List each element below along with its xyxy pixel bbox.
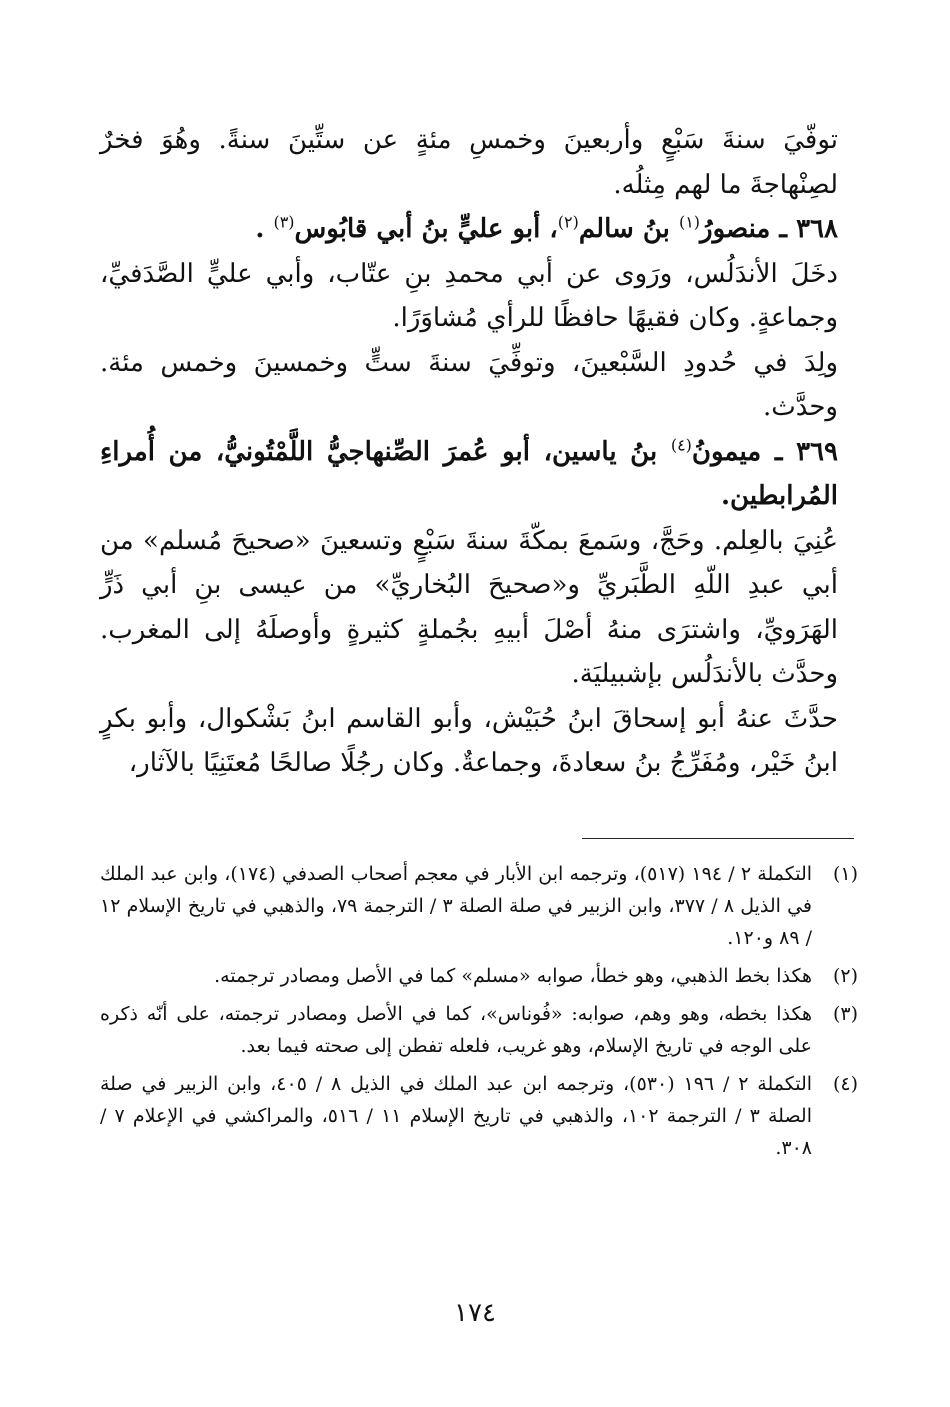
entry-name-part: ، أبو عليٍّ بنُ أبي قابُوس bbox=[294, 214, 558, 244]
footnote-number: (٤) bbox=[832, 1073, 858, 1095]
paragraph-5: حدَّثَ عنهُ أبو إسحاقَ ابنُ حُبَيْش، وأبو القاسم ابنُ بَشْكوال، وأبو بكرٍ ابنُ خَيْر، ومُفَرِّجُ بنُ سعادةَ، وجماعةٌ. وكان رجُلًا صالحًا مُعتَنِيًا بالآثار، bbox=[100, 703, 838, 778]
footnote-ref: (٤) bbox=[670, 434, 692, 454]
page-number: ١٧٤ bbox=[454, 1298, 496, 1328]
entry-368-heading bbox=[100, 207, 838, 252]
entry-end: . bbox=[255, 214, 274, 244]
footnote-text: هكذا بخطه، وهو وهم، صوابه: «فُوناس»، كما في الأصل ومصادر ترجمته، على أنّه ذكره على الوجه في تاريخ الإسلام، وهو غريب، فلعله تفطن إلى صحته فيما بعد. bbox=[100, 1003, 812, 1057]
entry-name-part: بنُ ياسين، أبو عُمرَ الصِّنهاجيُّ اللَّمْتُونيُّ، من أُمراءِ المُرابطين. bbox=[100, 436, 838, 511]
footnote-3 bbox=[100, 998, 858, 1062]
footnote-number: (٣) bbox=[832, 1003, 858, 1025]
paragraph-2: دخَلَ الأندَلُس، ورَوى عن أبي محمدِ بنِ عتّاب، وأبي عليٍّ الصَّدَفيِّ، وجماعةٍ. وكان فقيهًا حافظًا للرأي مُشاوَرًا. bbox=[100, 258, 838, 333]
footnote-ref: (٢) bbox=[557, 212, 579, 232]
paragraph-4: عُنِيَ بالعِلم. وحَجَّ، وسَمعَ بمكّةَ سنةَ سَبْعٍ وتسعينَ «صحيحَ مُسلم» من أبي عبدِ اللّهِ الطَّبَريِّ و«صحيحَ البُخاريِّ» من عيسى بنِ أبي ذَرٍّ الهَرَويِّ، واشترَى منهُ أصْلَ أبيهِ بجُملةٍ كثيرةٍ وأوصلَهُ إلى المغرب. وحدَّث بالأندَلُس بإشبيليَة. bbox=[100, 525, 838, 689]
footnote-text: التكملة ٢ / ١٩٤ (٥١٧)، وترجمه ابن الأبار في معجم أصحاب الصدفي (١٧٤)، وابن عبد الملك في الذيل ٨ / ٣٧٧، وابن الزبير في صلة الصلة ٣ / الترجمة ٧٩، والذهبي في تاريخ الإسلام ١٢ / ٨٩ و١٢٠. bbox=[100, 863, 813, 949]
footnote-2 bbox=[100, 960, 858, 992]
footnote-text: هكذا بخط الذهبي، وهو خطأ، صوابه «مسلم» كما في الأصل ومصادر ترجمته. bbox=[214, 965, 812, 987]
footnote-1 bbox=[100, 858, 858, 954]
footnote-text: التكملة ٢ / ١٩٦ (٥٣٠)، وترجمه ابن عبد الملك في الذيل ٨ / ٤٠٥، وابن الزبير في صلة الصلة ٣ / الترجمة ١٠٢، والذهبي في تاريخ الإسلام ١١ / ٥١٦، والمراكشي في الإعلام ٧ / ٣٠٨. bbox=[100, 1073, 813, 1159]
footnotes bbox=[100, 858, 858, 1170]
entry-name-part: بنُ سالم bbox=[578, 214, 679, 244]
footnote-divider bbox=[582, 838, 854, 839]
paragraph-3: ولِدَ في حُدودِ السَّبْعينَ، وتوفِّيَ سنةَ ستٍّ وخمسينَ وخمس مئة. وحدَّث. bbox=[100, 347, 838, 422]
paragraph-1: توفّيَ سنةَ سَبْعٍ وأربعينَ وخمسِ مئةٍ عن ستِّينَ سنةً. وهُوَ فخرٌ لصِنْهاجةَ ما لهم مِثلُه. bbox=[100, 125, 838, 200]
main-text bbox=[100, 118, 838, 786]
footnote-4 bbox=[100, 1068, 858, 1164]
entry-name-part: ميمونُ bbox=[691, 436, 762, 467]
footnote-ref: (١) bbox=[678, 212, 701, 232]
entry-number: ٣٦٩ ـ bbox=[761, 436, 838, 467]
footnote-number: (٢) bbox=[832, 965, 858, 987]
entry-name-part: منصورُ bbox=[700, 214, 771, 244]
entry-number: ٣٦٨ ـ bbox=[770, 214, 838, 244]
entry-369-heading bbox=[100, 430, 838, 519]
footnote-number: (١) bbox=[832, 863, 858, 885]
footnote-ref: (٣) bbox=[273, 212, 295, 232]
